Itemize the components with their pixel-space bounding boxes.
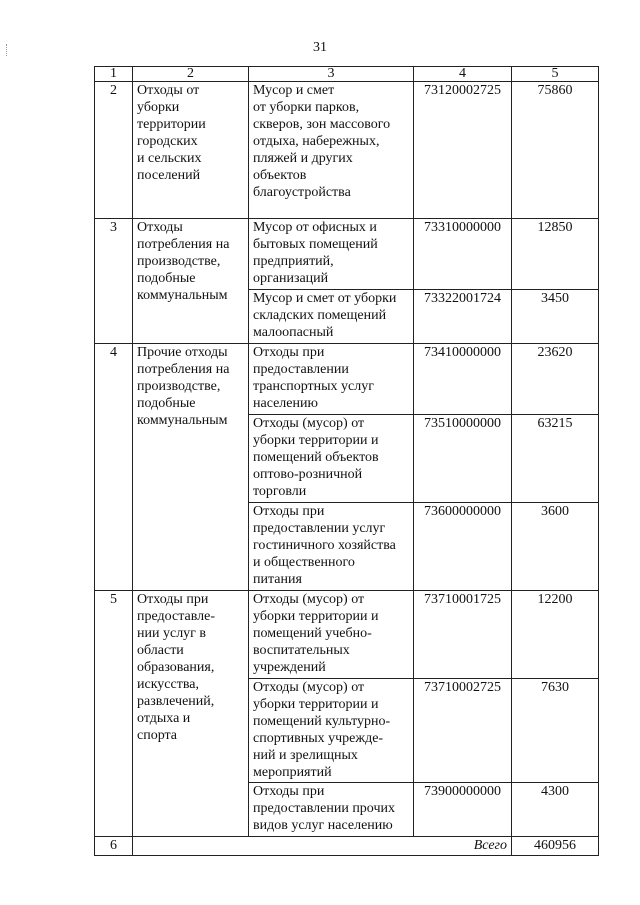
- waste-code: 73510000000: [414, 415, 512, 503]
- waste-code: 73600000000: [414, 503, 512, 591]
- waste-category: Прочие отходы потребления на производстве, подобные коммунальным: [133, 344, 249, 591]
- waste-description: Отходы при предоставлении услуг гостиничного хозяйства и общественного питания: [249, 503, 414, 591]
- total-amount: 460956: [512, 837, 599, 856]
- waste-amount: 3450: [512, 290, 599, 344]
- waste-category: Отходы от уборки территории городских и сельских поселений: [133, 82, 249, 219]
- waste-category: Отходы при предоставле- нии услуг в области образования, искусства, развлечений, отдыха и спорта: [133, 591, 249, 837]
- waste-description: Отходы при предоставлении прочих видов услуг населению: [249, 783, 414, 837]
- waste-description: Отходы (мусор) от уборки территории и помещений объектов оптово-розничной торговли: [249, 415, 414, 503]
- waste-code: 73120002725: [414, 82, 512, 219]
- row-number: 5: [95, 591, 133, 837]
- total-label: Всего: [133, 837, 512, 856]
- waste-description: Отходы при предоставлении транспортных услуг населению: [249, 344, 414, 415]
- row-number: 2: [95, 82, 133, 219]
- waste-description: Мусор от офисных и бытовых помещений предприятий, организаций: [249, 219, 414, 290]
- waste-amount: 4300: [512, 783, 599, 837]
- total-row: [95, 837, 599, 856]
- waste-amount: 12850: [512, 219, 599, 290]
- page-number: 31: [313, 40, 327, 55]
- waste-category: Отходы потребления на производстве, подобные коммунальным: [133, 219, 249, 344]
- waste-code: 73310000000: [414, 219, 512, 290]
- waste-description: Мусор и смет от уборки парков, скверов, зон массового отдыха, набережных, пляжей и других объектов благоустройства: [249, 82, 414, 219]
- waste-code: 73410000000: [414, 344, 512, 415]
- header-cell-1: 1: [95, 67, 133, 82]
- header-row: [95, 67, 599, 82]
- waste-code: 73900000000: [414, 783, 512, 837]
- waste-description: Отходы (мусор) от уборки территории и помещений культурно- спортивных учрежде- ний и зрелищных мероприятий: [249, 679, 414, 783]
- waste-amount: 3600: [512, 503, 599, 591]
- waste-code: 73322001724: [414, 290, 512, 344]
- waste-table: [94, 66, 599, 856]
- waste-amount: 75860: [512, 82, 599, 219]
- waste-amount: 63215: [512, 415, 599, 503]
- waste-amount: 7630: [512, 679, 599, 783]
- waste-description: Отходы (мусор) от уборки территории и помещений учебно- воспитательных учреждений: [249, 591, 414, 679]
- header-cell-2: 2: [133, 67, 249, 82]
- waste-code: 73710002725: [414, 679, 512, 783]
- waste-amount: 23620: [512, 344, 599, 415]
- header-cell-3: 3: [249, 67, 414, 82]
- header-cell-5: 5: [512, 67, 599, 82]
- table-row: [95, 219, 599, 290]
- waste-code: 73710001725: [414, 591, 512, 679]
- waste-description: Мусор и смет от уборки складских помещений малоопасный: [249, 290, 414, 344]
- table-row: [95, 82, 599, 219]
- table-row: [95, 591, 599, 679]
- row-number: 3: [95, 219, 133, 344]
- table-row: [95, 344, 599, 415]
- row-number: 4: [95, 344, 133, 591]
- waste-amount: 12200: [512, 591, 599, 679]
- header-cell-4: 4: [414, 67, 512, 82]
- row-number: 6: [95, 837, 133, 856]
